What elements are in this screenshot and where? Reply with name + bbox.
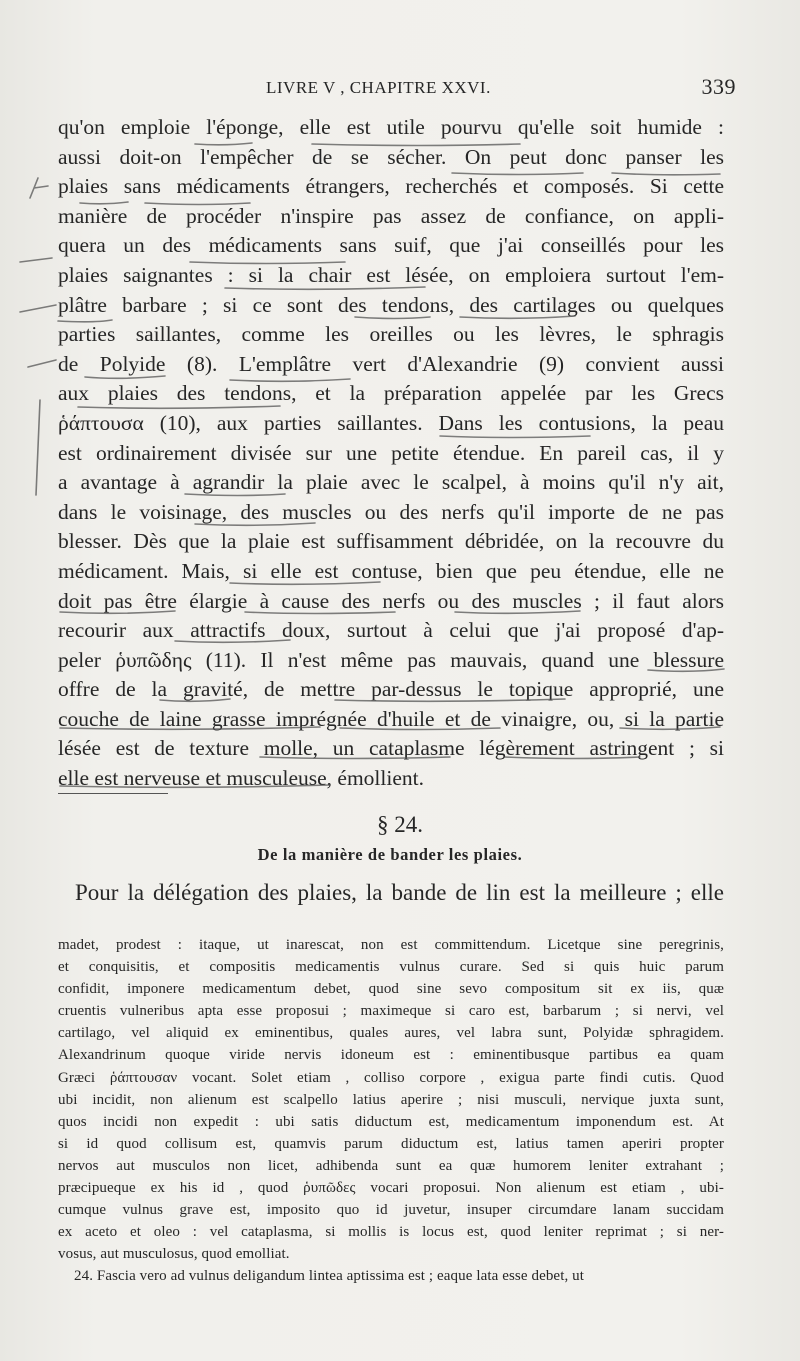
margin-mark [30,178,48,198]
text-line: parties saillantes, comme les oreilles ou les lèvres, le sphragis [58,322,724,347]
latin-line: Alexandrinum quoque viride nervis idoneum est : eminentibusque partibus ea quam [58,1047,724,1064]
section-title: De la manière de bander les plaies. [257,845,523,864]
french-body-text [58,113,724,794]
text-line: recourir aux attractifs doux, surtout à celui que j'ai proposé d'ap- [58,618,724,643]
running-head-title: LIVRE V , CHAPITRE XXVI. [266,78,491,97]
divider [58,793,168,794]
text-line: dans le voisinage, des muscles ou des nerfs qu'il importe de ne pas [58,499,724,524]
section-number: § 24. [377,812,423,837]
latin-section-note: 24. Fascia vero ad vulnus deligandum lintea aptissima est ; eaque lata esse debet, ut [74,1268,585,1285]
margin-mark [20,305,56,312]
latin-line: cruentis vulneribus apta esse proposui ; maximeque si caro est, barbarum ; si nervi, vel [58,1003,724,1020]
latin-line: cumque vulnus grave est, imposito quo id juvetur, insuper circumdare lanam succidam [58,1202,724,1219]
text-line: couche de laine grasse imprégnée d'huile et de vinaigre, ou, si la partie [58,706,724,731]
text-line: offre de la gravité, de mettre par-dessus le topique approprié, une [58,677,724,702]
text-line: a avantage à agrandir la plaie avec le scalpel, à moins qu'il n'y ait, [58,470,724,495]
latin-line: et conquisitis, et compositis medicamentis vulnus curare. Sed si quis huic parum [58,959,724,976]
text-line: peler ῥυπῶδης (11). Il n'est même pas mauvais, quand une blessure [58,647,724,672]
text-line: plâtre barbare ; si ce sont des tendons, des cartilages ou quelques [58,292,724,317]
latin-original-text [58,934,724,1288]
margin-mark [28,360,56,367]
text-line: doit pas être élargie à cause des nerfs ou des muscles ; il faut alors [58,588,724,613]
latin-line: vosus, aut musculosus, quod emolliat. [58,1246,290,1263]
text-line: aussi doit-on l'empêcher de se sécher. On peut donc panser les [58,144,724,169]
latin-line: Græci ῥάπτουσαν vocant. Solet etiam , colliso corpore , exigua parte findi cutis. Quod [58,1069,724,1086]
text-line: aux plaies des tendons, et la préparation appelée par les Grecs [58,381,724,406]
text-line: lésée est de texture molle, un cataplasme légèrement astringent ; si [58,736,724,761]
latin-line: ex aceto et oleo : vel cataplasma, si mollis is locus est, quod leniter reprimat ; si ner- [58,1224,724,1241]
margin-mark [20,258,52,262]
text-line: plaies sans médicaments étrangers, recherchés et composés. Si cette [58,174,724,199]
text-line: quera un des médicaments sans suif, que j'ai conseillés pour les [58,233,724,258]
text-line: elle est nerveuse et musculeuse, émollient. [58,766,424,791]
text-line: qu'on emploie l'éponge, elle est utile pourvu qu'elle soit humide : [58,115,724,139]
text-line: manière de procéder n'inspire pas assez de confiance, on appli- [58,203,724,228]
text-line: est ordinairement divisée sur une petite étendue. En pareil cas, il y [58,440,724,465]
text-line: ῥάπτουσα (10), aux parties saillantes. Dans les contusions, la peau [58,410,724,435]
latin-line: quos incidi non expedit : ubi satis diductum est, medicamentum imponendum est. At [58,1113,724,1130]
latin-line: madet, prodest : itaque, ut inarescat, non est committendum. Licetque sine peregrinis, [58,937,724,953]
latin-line: confidit, imponere medicamentum debet, quod sine sevo compositum sit ex iis, quæ [58,981,724,998]
section-first-line: Pour la délégation des plaies, la bande de lin est la meilleure ; elle [75,880,724,905]
latin-line: præcipueque ex his id , quod ῥυπῶδες vocari proposui. Non alienum est etiam , ubi- [58,1180,724,1197]
latin-line: ubi incidit, non alienum est scalpello latius aperire ; nisi musculi, nervique juxta sunt, [58,1091,724,1108]
latin-line: cartilago, vel aliquid ex eminentibus, quales aures, vel labra sunt, Polyidæ sphragidem. [58,1025,724,1042]
margin-mark [36,400,40,495]
text-line: blesser. Dès que la plaie est suffisamment débridée, on la recouvre du [58,529,724,554]
page-number: 339 [701,74,736,99]
latin-line: si id quod collisum est, quamvis parum diductum est, latius tamen aperiri propter [58,1135,724,1152]
latin-line: nervos aut musculos non licet, adhibenda sunt ea quæ humorem leniter extrahant ; [58,1157,724,1174]
text-line: plaies saignantes : si la chair est lésée, on emploiera surtout l'em- [58,262,724,287]
text-line: médicament. Mais, si elle est contuse, bien que peu étendue, elle ne [58,558,724,583]
text-line: de Polyide (8). L'emplâtre vert d'Alexandrie (9) convient aussi [58,351,724,376]
